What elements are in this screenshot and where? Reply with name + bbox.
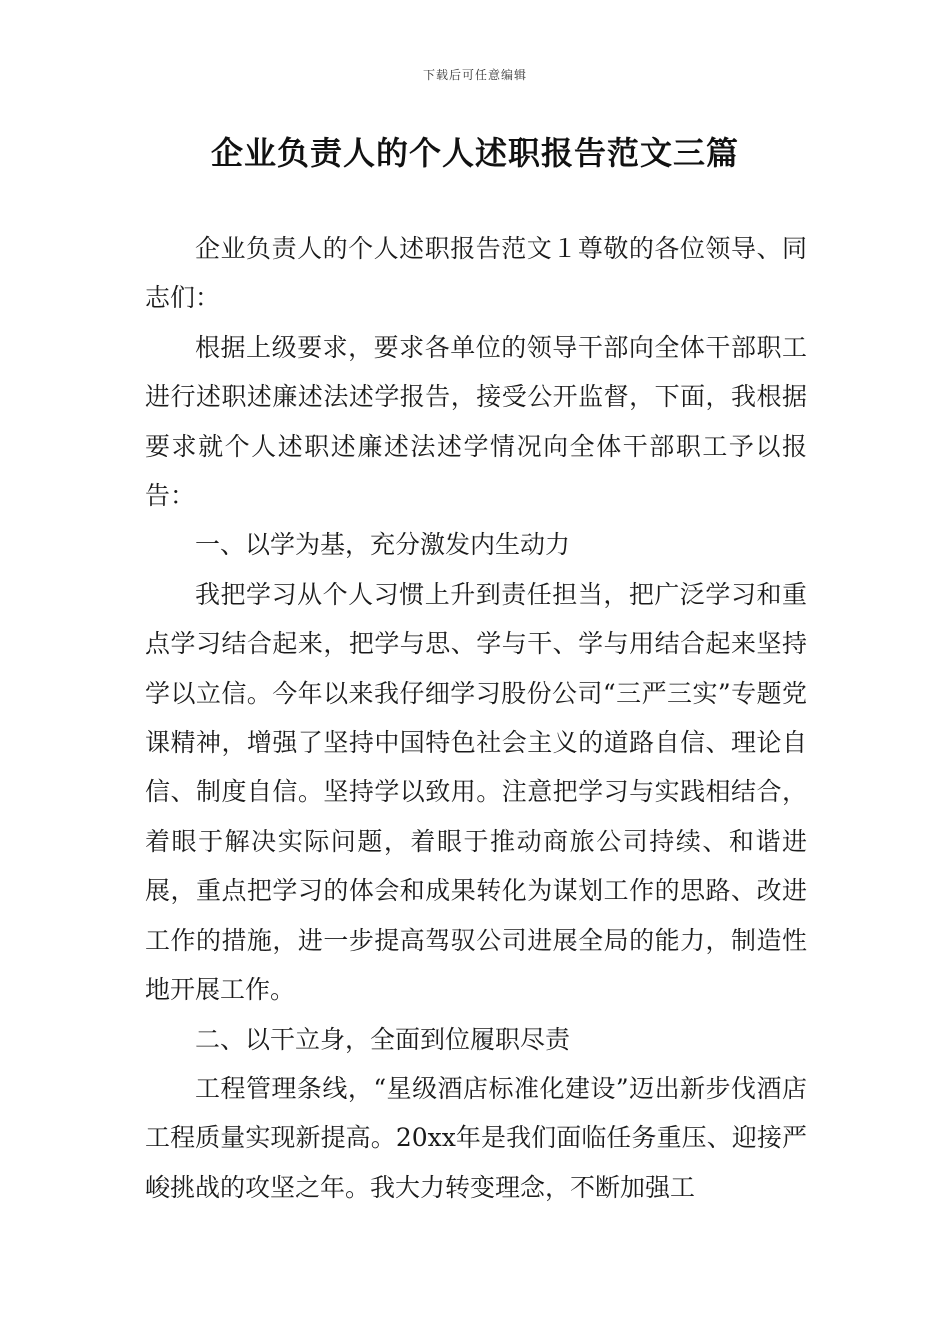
paragraph-section-1: 我把学习从个人习惯上升到责任担当，把广泛学习和重点学习结合起来，把学与思、学与干、学与用结合起来坚持学以立信。今年以来我仔细学习股份公司“三严三实”专题党课精神，增强了坚持中国特色社会主义的道路自信、理论自信、制度自信。坚持学以致用。注意把学习与实践相结合，着眼于解决实际问题，着眼于推动商旅公司持续、和谐进展，重点把学习的体会和成果转化为谋划工作的思路、改进工作的措施，进一步提高驾驭公司进展全局的能力，制造性地开展工作。 bbox=[145, 579, 807, 1005]
header-note: 下载后可任意编辑 bbox=[422, 68, 527, 82]
paragraph-intro: 根据上级要求，要求各单位的领导干部向全体干部职工进行述职述廉述法述学报告，接受公开监督，下面，我根据要求就个人述职述廉述法述学情况向全体干部职工予以报告： bbox=[145, 332, 807, 511]
paragraph-greeting: 企业负责人的个人述职报告范文１尊敬的各位领导、同志们： bbox=[145, 234, 807, 313]
section-heading-1: 一、以学为基，充分激发内生动力 bbox=[195, 530, 571, 560]
paragraph-section-2: 工程管理条线，“星级酒店标准化建设”迈出新步伐酒店工程质量实现新提高。20xx年是我们面临任务重压、迎接严峻挑战的攻坚之年。我大力转变理念，不断加强工 bbox=[145, 1073, 807, 1202]
document-body bbox=[145, 224, 807, 1212]
section-heading-2: 二、以干立身，全面到位履职尽责 bbox=[195, 1024, 571, 1054]
document-title: 企业负责人的个人述职报告范文三篇 bbox=[210, 134, 739, 172]
